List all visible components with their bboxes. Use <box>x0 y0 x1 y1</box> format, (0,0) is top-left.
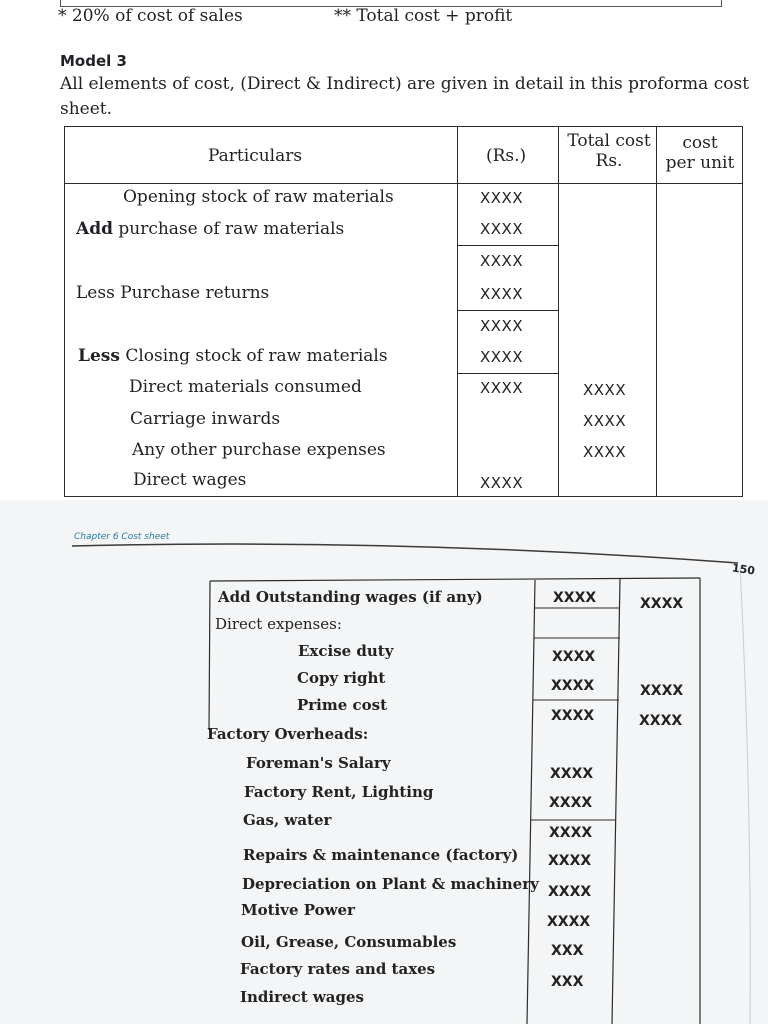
lower-row-factory-rent-rs: XXXX <box>549 795 593 811</box>
row-add-purchase-rs: XXXX <box>480 220 524 238</box>
lower-row-repairs: Repairs & maintenance (factory) <box>243 846 519 864</box>
row-purchase-returns-rs: XXXX <box>480 285 524 303</box>
header-cost-per-unit: cost per unit <box>665 133 735 173</box>
lower-page <box>0 500 768 1024</box>
header-total-cost: Total cost Rs. <box>567 131 651 171</box>
lower-row-copy-right-rs: XXXX <box>551 678 595 694</box>
footnote-right: ** Total cost + profit <box>334 6 513 26</box>
row-direct-wages: Direct wages <box>133 470 247 490</box>
model-intro: All elements of cost, (Direct & Indirect) are given in detail in this proforma cost sheet. <box>60 74 750 119</box>
lower-row-foremans-salary: Foreman's Salary <box>246 754 391 772</box>
lower-row-gas-water: Gas, water <box>243 811 332 829</box>
row-purchase-returns: Less Purchase returns <box>76 283 270 303</box>
lower-row-outstanding-wages-total: XXXX <box>640 596 684 612</box>
lower-row-copy-right-total: XXXX <box>640 683 684 699</box>
model-heading: Model 3 <box>60 52 127 70</box>
row-opening-stock-rs: XXXX <box>480 189 524 207</box>
lower-row-depreciation-rs: XXXX <box>548 884 592 900</box>
row-direct-materials: Direct materials consumed <box>129 377 362 397</box>
lower-row-factory-rates: Factory rates and taxes <box>240 960 436 978</box>
row-closing-stock: Less Closing stock of raw materials <box>78 346 388 366</box>
lower-row-motive-power-rs: XXXX <box>547 914 591 930</box>
lower-row-excise-duty-rs: XXXX <box>552 649 596 665</box>
lower-row-outstanding-wages-rs: XXXX <box>553 590 597 606</box>
lower-row-prime-cost: Prime cost <box>297 696 388 714</box>
lower-row-gas-water-rs: XXXX <box>549 825 593 841</box>
row-opening-stock: Opening stock of raw materials <box>123 187 394 207</box>
lower-row-depreciation: Depreciation on Plant & machinery <box>242 875 539 893</box>
lower-row-factory-rent: Factory Rent, Lighting <box>244 783 434 801</box>
row-other-purchase-expenses: Any other purchase expenses <box>132 440 386 460</box>
row-direct-materials-total: XXXX <box>583 381 627 399</box>
row-subtotal-1-rs: XXXX <box>480 252 524 270</box>
row-other-purchase-expenses-total: XXXX <box>583 443 627 461</box>
row-closing-stock-rs: XXXX <box>480 348 524 366</box>
page-number: 150 <box>731 561 756 578</box>
lower-row-oil-grease: Oil, Grease, Consumables <box>241 933 457 951</box>
lower-row-copy-right: Copy right <box>297 669 386 687</box>
row-carriage-inwards: Carriage inwards <box>130 409 281 429</box>
lower-row-factory-overheads: Factory Overheads: <box>207 725 369 743</box>
row-direct-wages-rs: XXXX <box>480 474 524 492</box>
header-particulars: Particulars <box>208 146 303 166</box>
lower-row-prime-cost-total: XXXX <box>639 713 683 729</box>
lower-row-excise-duty: Excise duty <box>298 642 394 660</box>
lower-row-motive-power: Motive Power <box>241 901 355 919</box>
lower-row-factory-rates-rs: XXX <box>551 974 584 990</box>
lower-row-outstanding-wages: Add Outstanding wages (if any) <box>218 588 483 606</box>
lower-row-direct-expenses: Direct expenses: <box>215 615 342 633</box>
row-subtotal-2-rs: XXXX <box>480 317 524 335</box>
row-add-purchase: Add purchase of raw materials <box>76 219 345 239</box>
row-carriage-inwards-total: XXXX <box>583 412 627 430</box>
lower-row-oil-grease-rs: XXX <box>551 943 584 959</box>
lower-row-foremans-salary-rs: XXXX <box>550 766 594 782</box>
lower-row-prime-cost-rs: XXXX <box>551 708 595 724</box>
footnote-left: * 20% of cost of sales <box>58 6 243 26</box>
chapter-tag: Chapter 6 Cost sheet <box>74 532 170 542</box>
lower-row-indirect-wages: Indirect wages <box>240 988 364 1006</box>
lower-row-repairs-rs: XXXX <box>548 853 592 869</box>
row-direct-materials-rs: XXXX <box>480 379 524 397</box>
header-rs: (Rs.) <box>486 146 527 166</box>
